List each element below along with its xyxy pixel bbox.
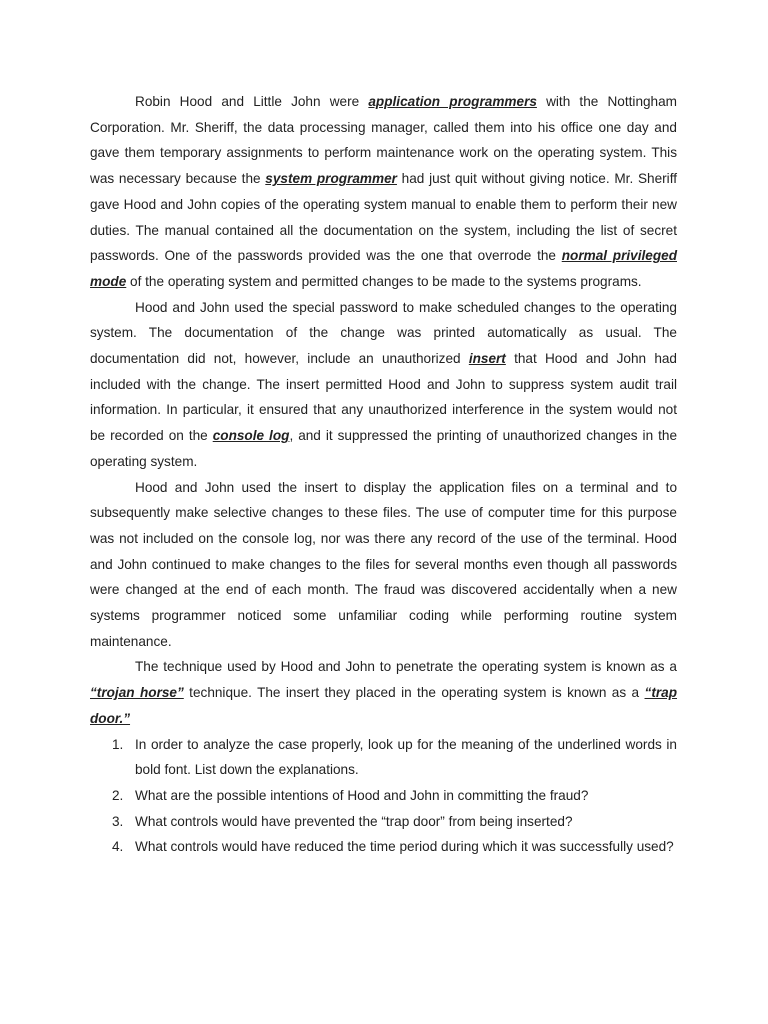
question-item <box>112 732 677 783</box>
text-segment: The technique used by Hood and John to penetrate the operating system is known as a <box>135 659 677 675</box>
text-segment: Robin Hood and Little John were <box>135 94 369 109</box>
question-number: 1. <box>112 736 124 752</box>
text-segment: , and it suppressed the printing of unauthorized changes in the operating system. <box>90 428 678 469</box>
question-text: What are the possible intentions of Hood and John in committing the fraud? <box>135 787 589 803</box>
keyword-system-programmer: system programmer <box>265 171 397 187</box>
text-segment: had just quit without giving notice. Mr. Sheriff gave Hood and John copies of the operating system manual to enable them to perform their new duties. The manual contained all the documentation on the system, including the list of secret passwords. One of the passwords provided was the one that overrode the <box>90 171 677 264</box>
text-segment: of the operating system and permitted changes to be made to the systems programs. <box>126 273 642 289</box>
text-segment: that Hood and John had included with the change. The insert permitted Hood and John to suppress system audit trail information. In particular, it ensured that any unauthorized interference in the system would not be recorded on the <box>90 351 677 444</box>
paragraph-fraud-discovery <box>90 475 677 655</box>
question-number: 2. <box>112 787 124 803</box>
question-number: 4. <box>112 839 124 855</box>
document-page <box>90 89 677 860</box>
text-segment: Hood and John used the insert to display the application files on a terminal and to subsequently make selective changes to these files. The use of computer time for this purpose was not included on the console log, nor was there any record of the use of the terminal. Hood and John continued to make changes to the files for several months even though all passwords were changed at the end of each month. The fraud was discovered accidentally when a new systems programmer noticed some unfamiliar coding while performing routine system maintenance. <box>90 479 677 649</box>
question-text: In order to analyze the case properly, look up for the meaning of the underlined words in bold font. List down the explanations. <box>135 736 677 778</box>
question-number: 3. <box>112 813 124 829</box>
question-item <box>112 783 677 809</box>
keyword-trojan-horse: “trojan horse” <box>90 685 184 701</box>
paragraph-technique <box>90 654 677 731</box>
question-list <box>90 732 677 861</box>
keyword-application-programmers: application programmers <box>368 94 537 109</box>
paragraph-special-password <box>90 295 677 475</box>
text-segment: technique. The insert they placed in the operating system is known as a <box>183 685 645 701</box>
text-segment: with the Nottingham Corporation. Mr. Sheriff, the data processing manager, called them into his office one day and gave them temporary assignments to perform maintenance work on the operating system. This was necessary because the <box>90 94 678 187</box>
keyword-normal-privileged-mode: normal privileged mode <box>90 248 677 289</box>
paragraph-case-intro <box>90 89 677 295</box>
question-item <box>112 809 677 835</box>
question-text: What controls would have reduced the time period during which it was successfully used? <box>135 839 674 855</box>
question-item <box>112 834 677 860</box>
question-text: What controls would have prevented the “trap door” from being inserted? <box>135 813 573 829</box>
text-segment: Hood and John used the special password to make scheduled changes to the operating system. The documentation of the change was printed automatically as usual. The documentation did not, however, include an unauthorized <box>90 299 677 367</box>
keyword-trap-door: “trap door.” <box>90 685 677 726</box>
keyword-console-log: console log <box>212 428 290 444</box>
keyword-insert: insert <box>468 351 506 367</box>
